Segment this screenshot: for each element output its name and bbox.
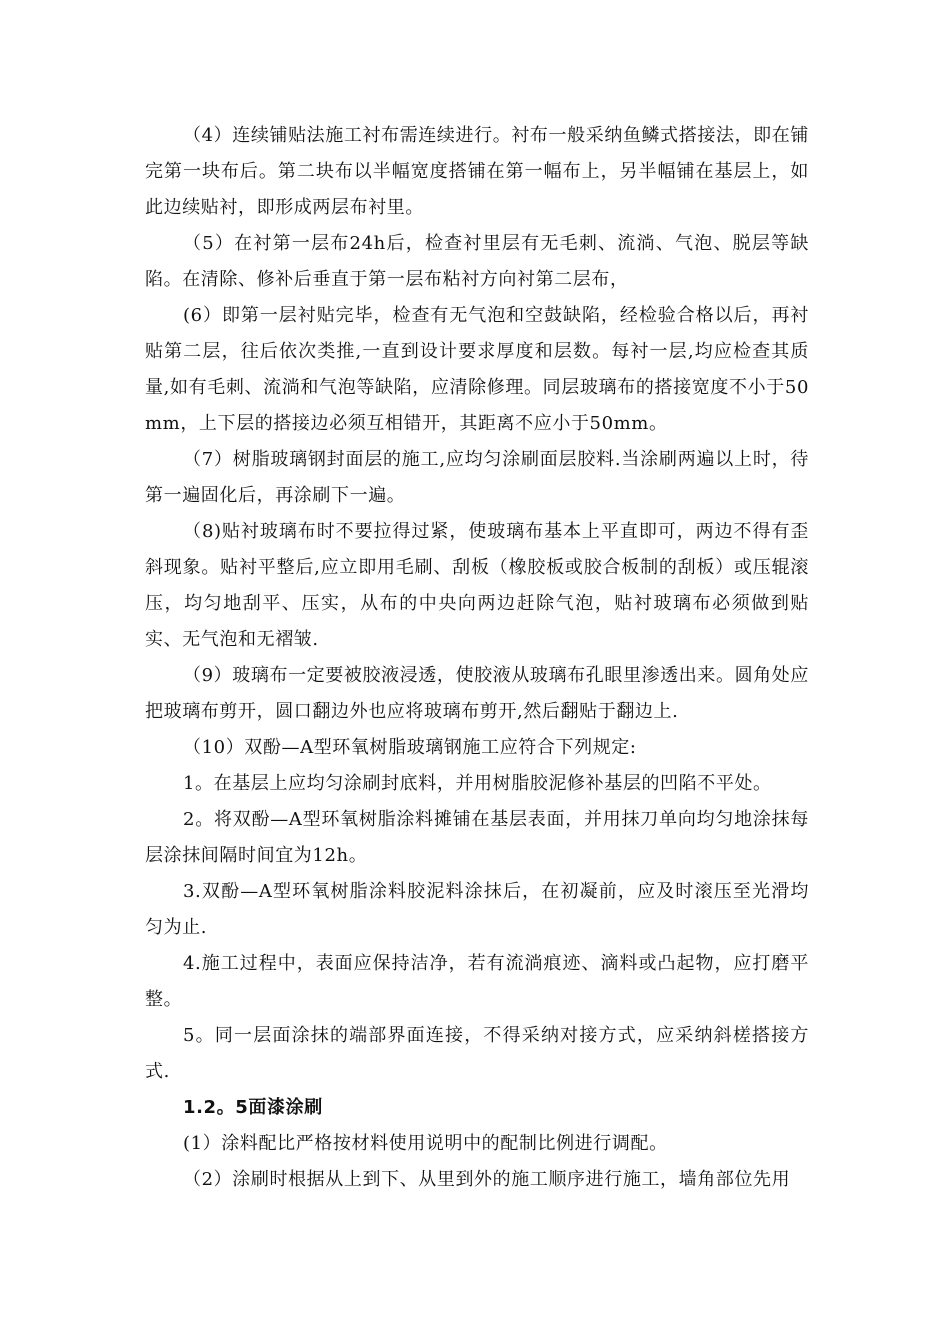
rule-item-3: 3.双酚—A型环氧树脂涂料胶泥料涂抹后，在初凝前，应及时滚压至光滑均匀为止.: [145, 881, 809, 938]
rule-item-4: 4.施工过程中，表面应保持洁净，若有流淌痕迹、滴料或凸起物，应打磨平整。: [145, 953, 809, 1010]
paragraph-7: （7）树脂玻璃钢封面层的施工,应均匀涂刷面层胶料.当涂刷两遍以上时，待第一遍固化后，再涂刷下一遍。: [145, 449, 809, 506]
paragraph-9: （9）玻璃布一定要被胶液浸透，使胶液从玻璃布孔眼里渗透出来。圆角处应把玻璃布剪开，圆口翻边外也应将玻璃布剪开,然后翻贴于翻边上.: [145, 665, 809, 722]
document-body: [145, 118, 809, 1198]
rule-item-2: 2。将双酚—A型环氧树脂涂料摊铺在基层表面，并用抹刀单向均匀地涂抹每层涂抹间隔时间宜为12h。: [145, 809, 809, 866]
section-heading: 1.2。5面漆涂刷: [183, 1097, 323, 1118]
topcoat-step-2: （2）涂刷时根据从上到下、从里到外的施工顺序进行施工，墙角部位先用: [183, 1169, 791, 1190]
paragraph-6: (6）即第一层衬贴完毕，检查有无气泡和空鼓缺陷，经检验合格以后，再衬贴第二层，往后依次类推,一直到设计要求厚度和层数。每衬一层,均应检查其质量,如有毛刺、流淌和气泡等缺陷，应清除修理。同层玻璃布的搭接宽度不小于50mm，上下层的搭接边必须互相错开，其距离不应小于50mm。: [145, 305, 809, 434]
rule-item-1: 1。在基层上应均匀涂刷封底料，并用树脂胶泥修补基层的凹陷不平处。: [183, 773, 772, 794]
paragraph-10: （10）双酚—A型环氧树脂玻璃钢施工应符合下列规定:: [183, 737, 637, 758]
topcoat-step-1: (1）涂料配比严格按材料使用说明中的配制比例进行调配。: [183, 1133, 668, 1154]
paragraph-8: （8)贴衬玻璃布时不要拉得过紧，使玻璃布基本上平直即可，两边不得有歪斜现象。贴衬平整后,应立即用毛刷、刮板（橡胶板或胶合板制的刮板）或压辊滚压，均匀地刮平、压实，从布的中央向两边赶除气泡，贴衬玻璃布必须做到贴实、无气泡和无褶皱.: [145, 521, 809, 650]
paragraph-4: （4）连续铺贴法施工衬布需连续进行。衬布一般采纳鱼鳞式搭接法，即在铺完第一块布后。第二块布以半幅宽度搭铺在第一幅布上，另半幅铺在基层上，如此边续贴衬，即形成两层布衬里。: [145, 125, 809, 218]
rule-item-5: 5。同一层面涂抹的端部界面连接，不得采纳对接方式，应采纳斜槎搭接方式.: [145, 1025, 809, 1082]
paragraph-5: （5）在衬第一层布24h后，检查衬里层有无毛刺、流淌、气泡、脱层等缺陷。在清除、修补后垂直于第一层布粘衬方向衬第二层布，: [145, 233, 809, 290]
